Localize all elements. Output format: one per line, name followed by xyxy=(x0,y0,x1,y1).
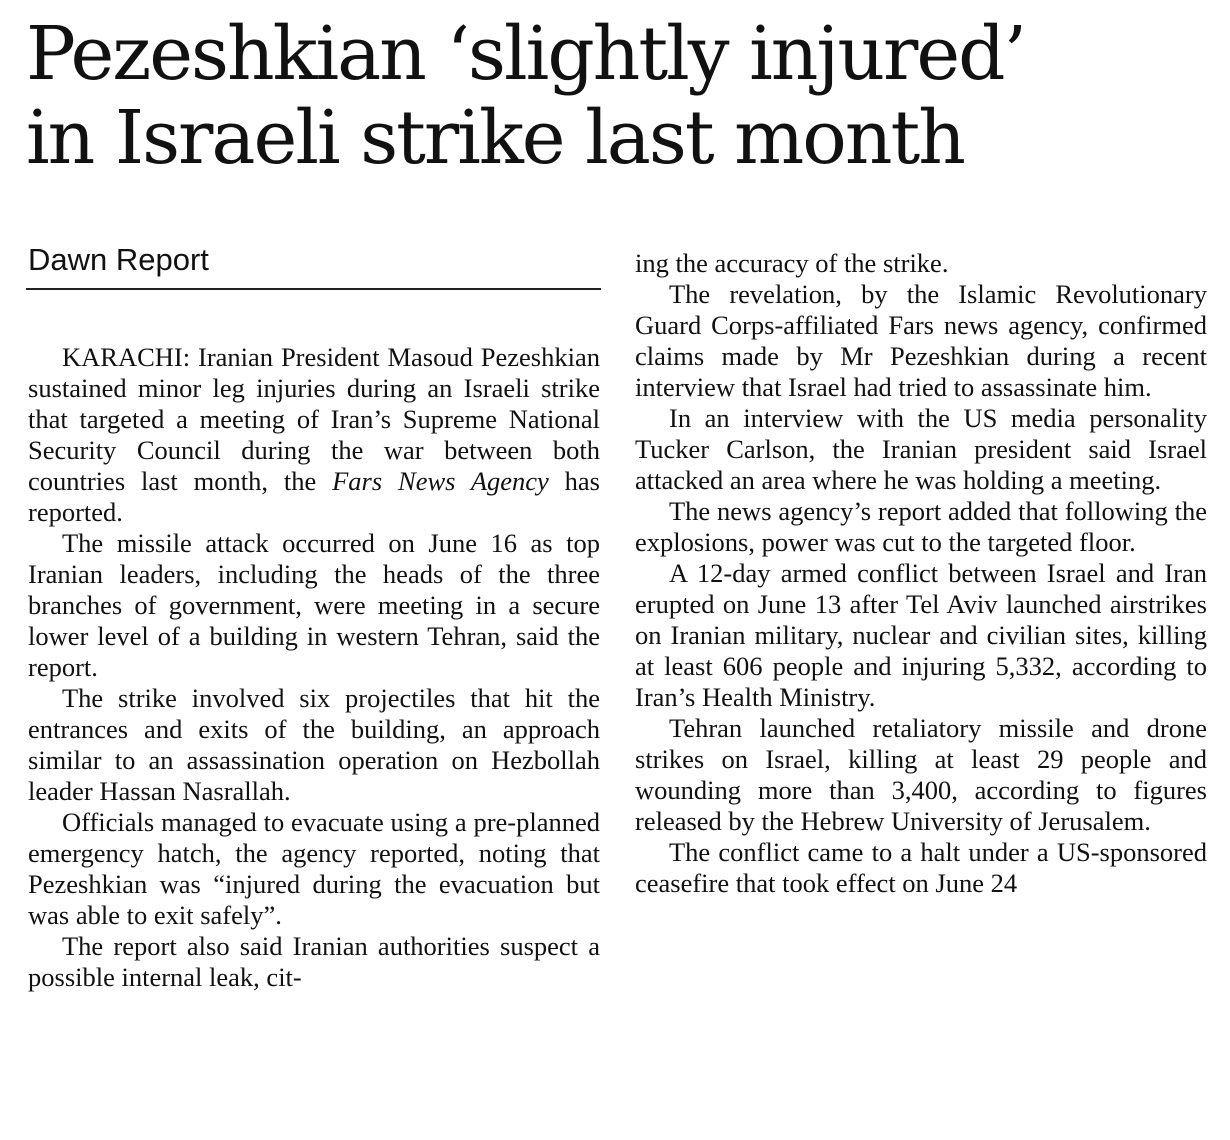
byline-divider xyxy=(26,288,601,290)
headline xyxy=(26,12,1216,180)
byline: Dawn Report xyxy=(28,242,209,277)
paragraph: A 12-day armed conflict between Israel and Iran erupted on June 13 after Tel Aviv launched airstrikes on Iranian military, nuclear and civilian sites, killing at least 606 people and injuring 5,332, according to Iran’s Health Ministry. xyxy=(635,558,1207,712)
right-column xyxy=(635,248,1207,899)
paragraph: The revelation, by the Islamic Revolutionary Guard Corps-affiliated Fars news agency, confirmed claims made by Mr Pezeshkian during a recent interview that Israel had tried to assassinate him. xyxy=(635,279,1207,402)
paragraph: The conflict came to a halt under a US-sponsored ceasefire that took effect on June 24 xyxy=(635,837,1207,898)
lead-text-start: KARACHI: Iranian President Masoud Pezeshkian sustained minor leg injuries during an Israeli strike that targeted a meeting of Iran’s Supreme National Security Council during the war between both countries last month, the xyxy=(28,342,600,496)
paragraph: The missile attack occurred on June 16 as top Iranian leaders, including the heads of the three branches of government, were meeting in a secure lower level of a building in western Tehran, said the report. xyxy=(28,528,600,682)
headline-line-1: Pezeshkian ‘slightly injured’ xyxy=(26,11,1026,97)
paragraph: Tehran launched retaliatory missile and drone strikes on Israel, killing at least 29 people and wounding more than 3,400, according to figures released by the Hebrew University of Jerusalem. xyxy=(635,713,1207,836)
left-column xyxy=(28,342,600,993)
paragraph-lead xyxy=(28,342,600,528)
paragraph-continued: ing the accuracy of the strike. xyxy=(635,248,949,278)
agency-name: Fars News Agency xyxy=(332,466,549,496)
paragraph: The news agency’s report added that following the explosions, power was cut to the targeted floor. xyxy=(635,496,1207,557)
paragraph: The report also said Iranian authorities suspect a possible internal leak, cit- xyxy=(28,931,600,992)
paragraph: Officials managed to evacuate using a pre-planned emergency hatch, the agency reported, noting that Pezeshkian was “injured during the evacuation but was able to exit safely”. xyxy=(28,807,600,930)
paragraph: In an interview with the US media personality Tucker Carlson, the Iranian president said Israel attacked an area where he was holding a meeting. xyxy=(635,403,1207,495)
paragraph: The strike involved six projectiles that hit the entrances and exits of the building, an approach similar to an assassination operation on Hezbollah leader Hassan Nasrallah. xyxy=(28,683,600,806)
headline-line-2: in Israeli strike last month xyxy=(26,95,964,181)
lead-text-end: has reported. xyxy=(28,466,600,527)
